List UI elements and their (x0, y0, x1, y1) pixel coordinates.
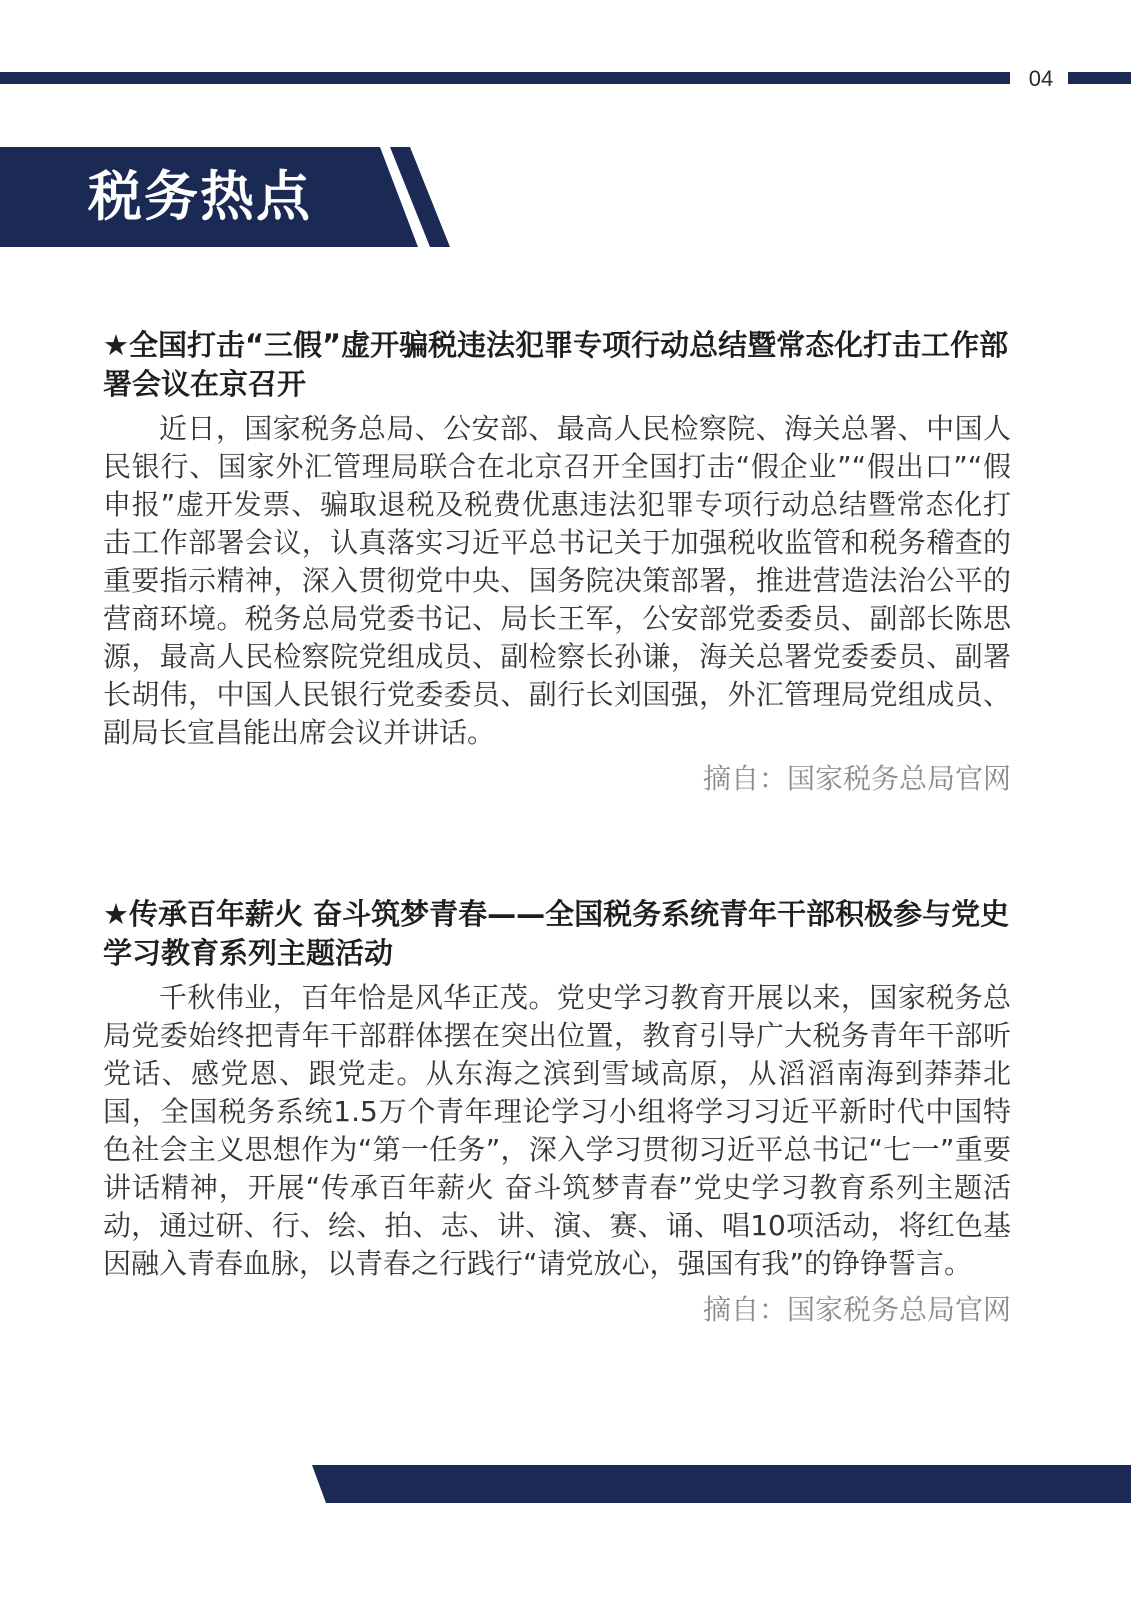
article-headline: ★传承百年薪火 奋斗筑梦青春——全国税务系统青年干部积极参与党史学习教育系列主题活动 (103, 897, 1010, 970)
article-source: 摘自：国家税务总局官网 (702, 1293, 1011, 1326)
top-divider-bar-right (1068, 72, 1131, 84)
bottom-decor-bar (0, 1465, 1131, 1503)
article-body: 千秋伟业，百年恰是风华正茂。党史学习教育开展以来，国家税务总局党委始终把青年干部群体摆在突出位置，教育引导广大税务青年干部听党话、感党恩、跟党走。从东海之滨到雪域高原，从滔滔南海到莽莽北国，全国税务系统1.5万个青年理论学习小组将学习习近平新时代中国特色社会主义思想作为“第一任务”，深入学习贯彻习近平总书记“七一”重要讲话精神，开展“传承百年薪火 奋斗筑梦青春”党史学习教育系列主题活动，通过研、行、绘、拍、志、讲、演、赛、诵、唱10项活动，将红色基因融入青春血脉，以青春之行践行“请党放心，强国有我”的铮铮誓言。 (103, 981, 1011, 1280)
article (103, 326, 1011, 798)
top-divider-bar (0, 72, 1010, 84)
article (103, 895, 1011, 1329)
page-number: 04 (1028, 66, 1054, 91)
article-headline: ★全国打击“三假”虚开骗税违法犯罪专项行动总结暨常态化打击工作部署会议在京召开 (103, 328, 1009, 401)
section-banner (0, 147, 460, 247)
article-body: 近日，国家税务总局、公安部、最高人民检察院、海关总署、中国人民银行、国家外汇管理局联合在北京召开全国打击“假企业”“假出口”“假申报”虚开发票、骗取退税及税费优惠违法犯罪专项行动总结暨常态化打击工作部署会议，认真落实习近平总书记关于加强税收监管和税务稽查的重要指示精神，深入贯彻党中央、国务院决策部署，推进营造法治公平的营商环境。税务总局党委书记、局长王军，公安部党委委员、副部长陈思源，最高人民检察院党组成员、副检察长孙谦，海关总署党委委员、副署长胡伟，中国人民银行党委委员、副行长刘国强，外汇管理局党组成员、副局长宣昌能出席会议并讲话。 (103, 412, 1011, 749)
article-source: 摘自：国家税务总局官网 (702, 762, 1011, 795)
section-title: 税务热点 (88, 165, 312, 228)
